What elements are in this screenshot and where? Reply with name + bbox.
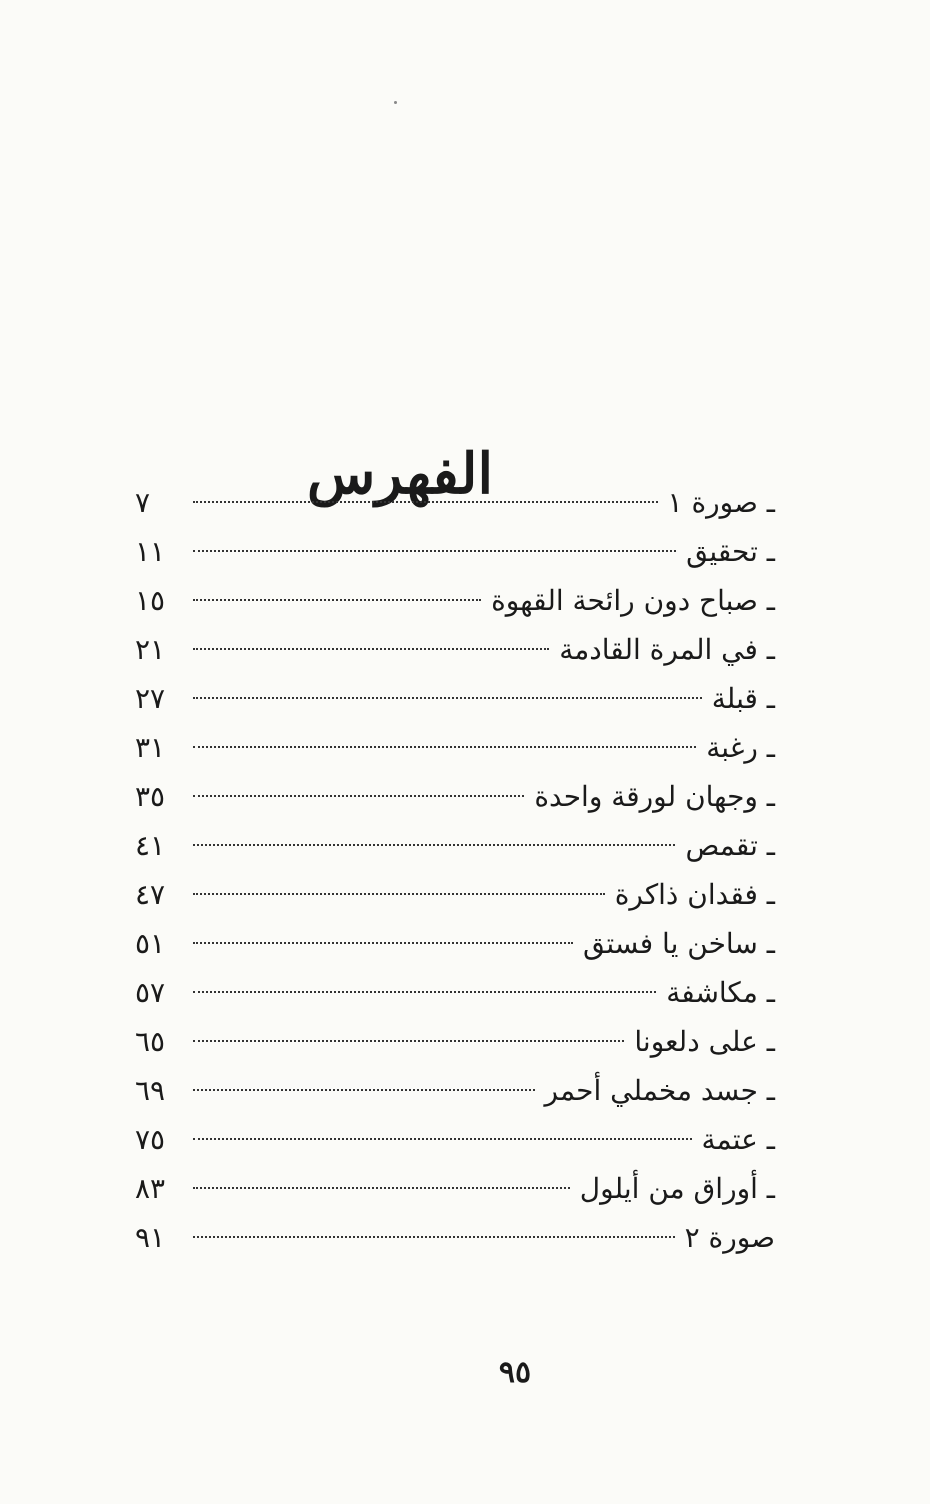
toc-entry-page: ٣٥	[135, 780, 166, 813]
dot-leader	[193, 795, 524, 797]
toc-entry	[135, 919, 775, 968]
dot-leader	[193, 942, 573, 944]
toc-entry	[135, 723, 775, 772]
dot-leader	[193, 599, 481, 601]
dot-leader	[193, 746, 696, 748]
toc-entry-title: ـ تحقيق	[686, 535, 775, 568]
toc-entry	[135, 478, 775, 527]
toc-entry-page: ٥٧	[135, 976, 166, 1009]
dot-leader	[193, 550, 676, 552]
paper-speck	[394, 101, 397, 104]
toc-entry-title: ـ جسد مخملي أحمر	[544, 1074, 775, 1107]
toc-entry	[135, 1017, 775, 1066]
toc-entry-title: ـ صورة ١	[667, 486, 775, 519]
toc-entry-page: ٢٧	[135, 682, 166, 715]
toc-entry-page: ١٥	[135, 584, 166, 617]
toc-entry-page: ٩١	[135, 1221, 166, 1254]
dot-leader	[193, 648, 549, 650]
toc-entry-title: ـ رغبة	[706, 731, 775, 764]
toc-entry-page: ٦٩	[135, 1074, 166, 1107]
toc-entry-title: ـ تقمص	[685, 829, 775, 862]
toc-entry-page: ٧٥	[135, 1123, 166, 1156]
toc-entry-page: ٦٥	[135, 1025, 166, 1058]
toc-entry-title: ـ عتمة	[701, 1123, 775, 1156]
dot-leader	[193, 1187, 570, 1189]
dot-leader	[193, 1236, 675, 1238]
toc-entry	[135, 527, 775, 576]
toc-entry	[135, 821, 775, 870]
toc-entry	[135, 870, 775, 919]
toc-entry-title: ـ قبلة	[711, 682, 775, 715]
dot-leader	[193, 844, 675, 846]
toc-entry-title: ـ على دلعونا	[634, 1025, 775, 1058]
toc-entry-title: ـ صباح دون رائحة القهوة	[491, 584, 775, 617]
page-number: ٩٥	[498, 1355, 532, 1390]
toc-entry	[135, 1213, 775, 1262]
toc-entry-page: ١١	[135, 535, 166, 568]
dot-leader	[193, 893, 605, 895]
toc-entry	[135, 674, 775, 723]
toc-entry-page: ٢١	[135, 633, 166, 666]
toc-entry	[135, 772, 775, 821]
toc-entry-title: ـ فقدان ذاكرة	[614, 878, 775, 911]
dot-leader	[193, 991, 656, 993]
dot-leader	[193, 501, 658, 503]
toc-entry-page: ٤٧	[135, 878, 166, 911]
toc-entry-title: صورة ٢	[684, 1221, 775, 1254]
dot-leader	[193, 1138, 692, 1140]
toc-entry-title: ـ ساخن يا فستق	[582, 927, 775, 960]
toc-entry-page: ٤١	[135, 829, 166, 862]
toc-entry-page: ٨٣	[135, 1172, 166, 1205]
page-title: الفهرس	[306, 440, 494, 507]
toc-entry	[135, 1066, 775, 1115]
toc-entry-title: ـ وجهان لورقة واحدة	[534, 780, 775, 813]
toc-entry-page: ٣١	[135, 731, 166, 764]
toc-entry	[135, 1164, 775, 1213]
dot-leader	[193, 697, 702, 699]
toc-entry-title: ـ في المرة القادمة	[559, 633, 775, 666]
toc-entry	[135, 1115, 775, 1164]
toc-entry-page: ٥١	[135, 927, 166, 960]
dot-leader	[193, 1089, 535, 1091]
toc-entry	[135, 576, 775, 625]
dot-leader	[193, 1040, 624, 1042]
table-of-contents	[135, 478, 775, 1262]
toc-entry	[135, 968, 775, 1017]
toc-entry-page: ٧	[135, 486, 151, 519]
toc-entry-title: ـ مكاشفة	[666, 976, 775, 1009]
toc-entry	[135, 625, 775, 674]
toc-entry-title: ـ أوراق من أيلول	[579, 1172, 775, 1205]
